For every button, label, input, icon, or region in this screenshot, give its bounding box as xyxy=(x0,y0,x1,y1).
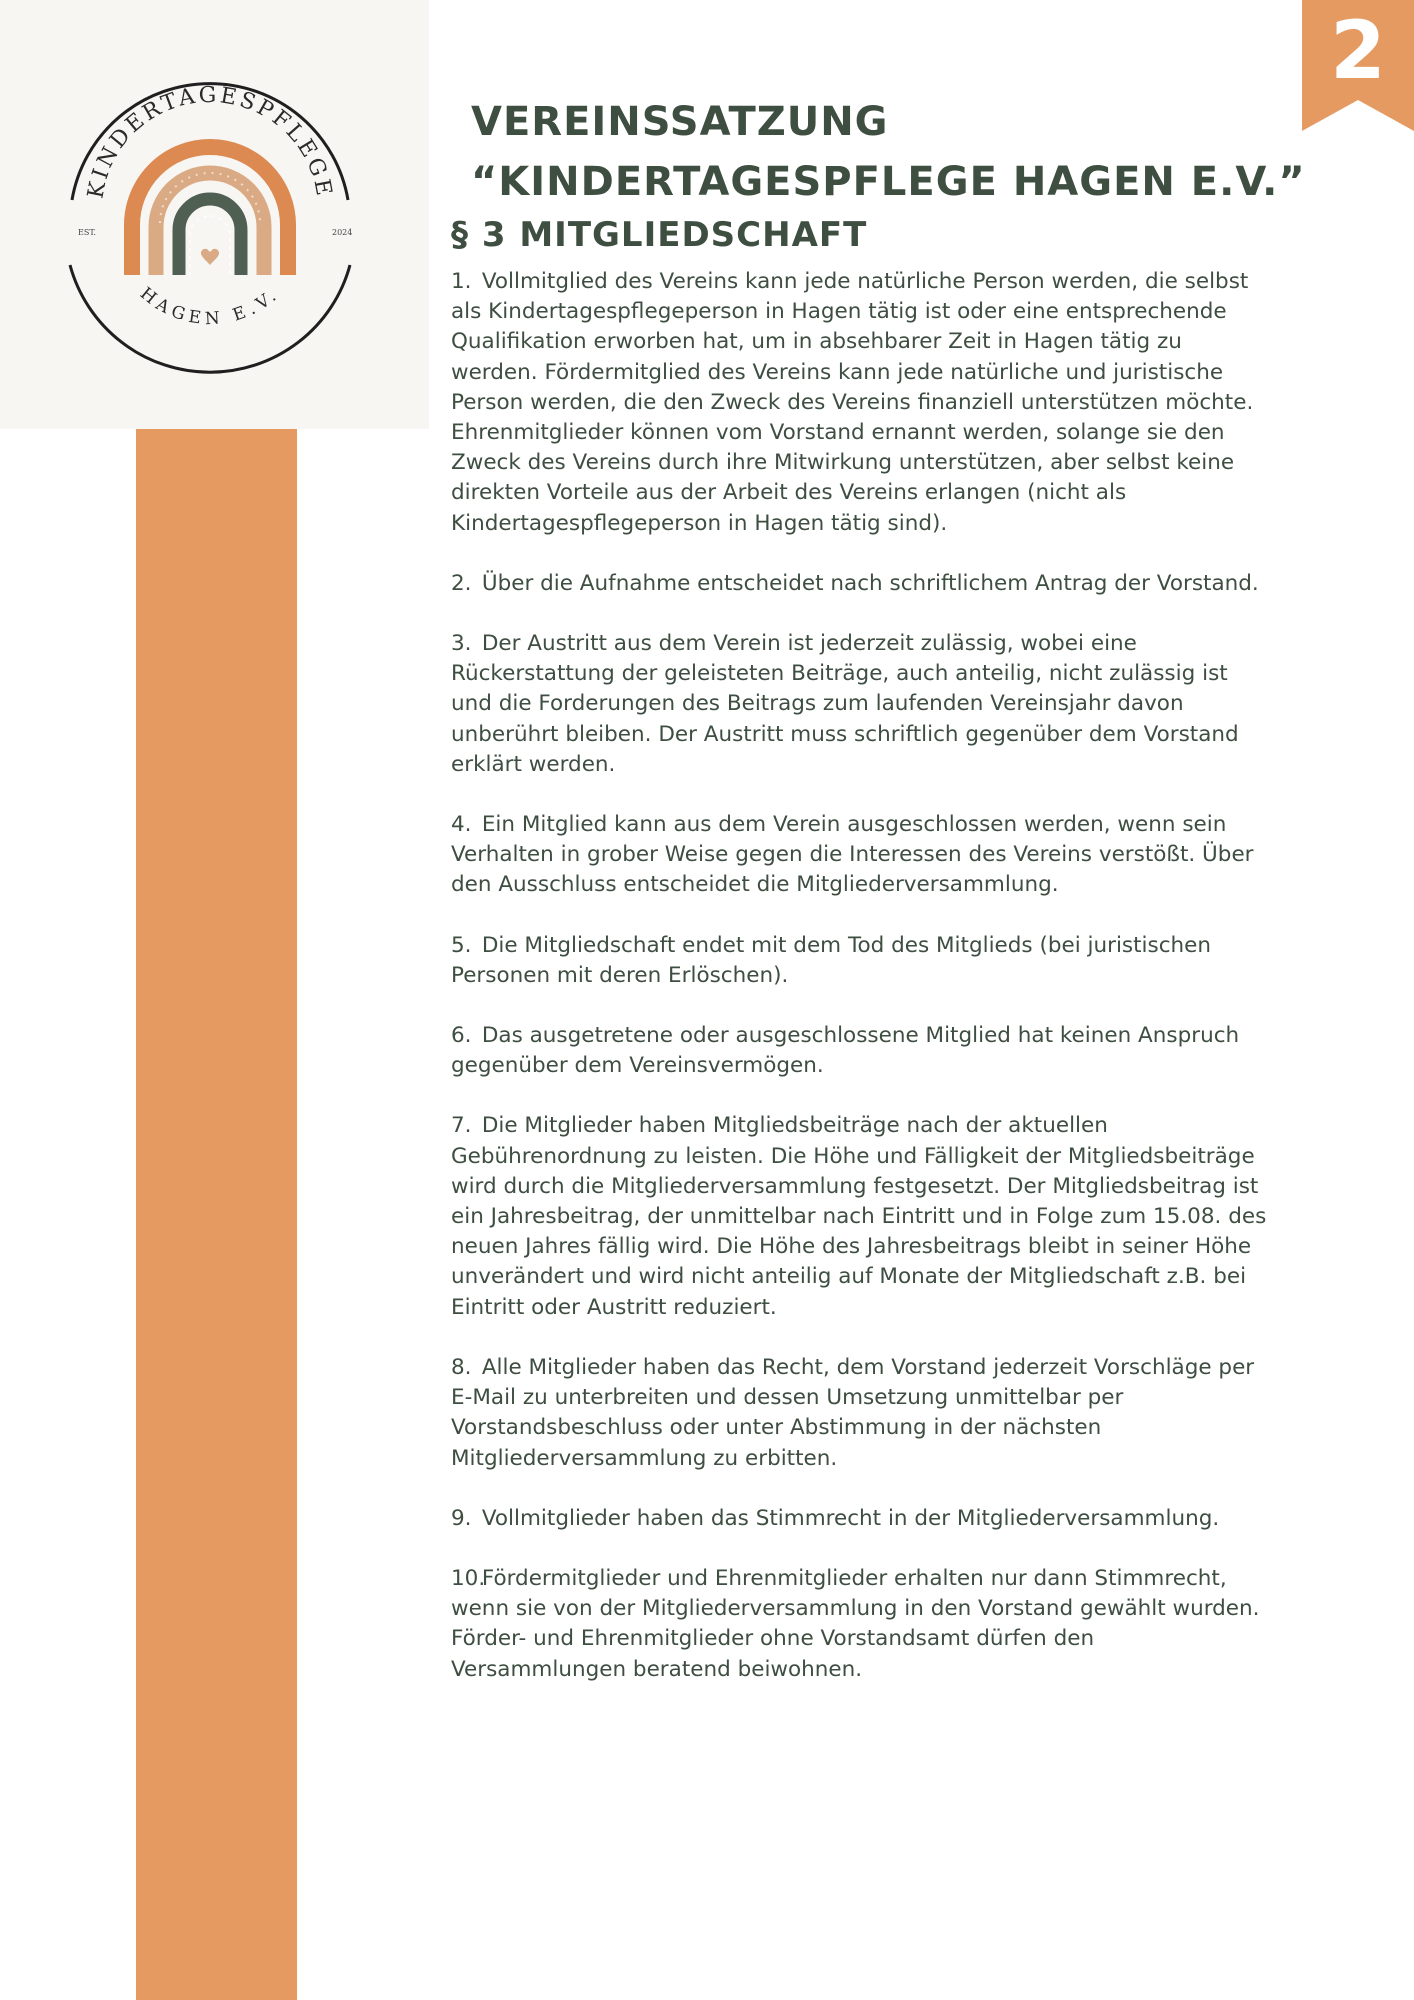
clause-number: 3. xyxy=(451,631,472,657)
vertical-side-text xyxy=(136,429,388,2000)
clause-item xyxy=(451,931,1271,991)
orange-side-bar xyxy=(136,429,388,2000)
page-number-ribbon xyxy=(1302,0,1414,131)
logo-est-label: EST. xyxy=(78,228,97,237)
clause-text: Die Mitgliedschaft endet mit dem Tod des Mitglieds (bei juristischen Personen mit deren Erlöschen). xyxy=(451,932,1212,988)
clause-number: 8. xyxy=(451,1354,472,1380)
heart-icon xyxy=(201,249,219,265)
membership-clauses xyxy=(451,267,1271,1715)
side-text-line2: VEREINSSATZUNG xyxy=(315,937,350,1521)
clause-item xyxy=(451,569,1271,599)
clause-number: 10. xyxy=(451,1565,486,1591)
page-number: 2 xyxy=(1330,4,1386,97)
rainbow-icon xyxy=(132,147,288,275)
clause-item xyxy=(451,1353,1271,1474)
clause-number: 4. xyxy=(451,812,472,838)
logo-arc-bottom-text: HAGEN E.V. xyxy=(136,283,284,330)
side-text-line1: „KINDERTAGESPFLEGE HAGEN E.V.“ xyxy=(353,627,388,1831)
clause-item xyxy=(451,1504,1271,1534)
clause-item xyxy=(451,1021,1271,1081)
clause-item xyxy=(451,1111,1271,1322)
clause-number: 9. xyxy=(451,1505,472,1531)
logo-panel xyxy=(0,0,429,429)
title-line-1: VEREINSSATZUNG xyxy=(471,99,889,145)
clause-text: Vollmitglied des Vereins kann jede natürliche Person werden, die selbst als Kindertagespflegeperson in Hagen tätig ist oder eine entsprechende Qualifikation erworben hat, um in absehbarer Zeit in Hagen tätig zu werden. Fördermitglied des Vereins kann jede natürliche und juristische Person werden, die den Zweck des Vereins finanziell unterstützen möchte. Ehrenmitglieder können vom Vorstand ernannt werden, solange sie den Zweck des Vereins durch ihre Mitwirkung unterstützen, aber selbst keine direkten Vorteile aus der Arbeit des Vereins erlangen (nicht als Kindertagespflegeperson in Hagen tätig sind). xyxy=(451,269,1254,536)
title-line-2: “KINDERTAGESPFLEGE HAGEN E.V.” xyxy=(471,159,1306,205)
clause-text: Die Mitglieder haben Mitgliedsbeiträge nach der aktuellen Gebührenordnung zu leisten. Die Höhe und Fälligkeit der Mitgliedsbeiträge wird durch die Mitgliederversammlung festgesetzt. Der Mitgliedsbeitrag ist ein Jahresbeitrag, der unmittelbar nach Eintritt und in Folge zum 15.08. des neuen Jahres fällig wird. Die Höhe des Jahresbeitrags bleibt in seiner Höhe unverändert und wird nicht anteilig auf Monate der Mitgliedschaft z.B. bei Eintritt oder Austritt reduziert. xyxy=(451,1113,1267,1320)
clause-number: 1. xyxy=(451,269,472,294)
clause-number: 7. xyxy=(451,1113,472,1139)
clause-text: Über die Aufnahme entscheidet nach schriftlichem Antrag der Vorstand. xyxy=(481,570,1259,596)
clause-text: Der Austritt aus dem Verein ist jederzeit zulässig, wobei eine Rückerstattung der geleisteten Beiträge, auch anteilig, nicht zulässig ist und die Forderungen des Beitrags zum laufenden Vereinsjahr davon unberührt bleiben. Der Austritt muss schriftlich gegenüber dem Vorstand erklärt werden. xyxy=(451,631,1239,777)
clause-number: 6. xyxy=(451,1023,472,1049)
logo-arc-top-text: KINDERTAGESPFLEGE xyxy=(83,82,337,201)
logo-year: 2024 xyxy=(332,228,353,237)
clause-text: Ein Mitglied kann aus dem Verein ausgeschlossen werden, wenn sein Verhalten in grober Weise gegen die Interessen des Vereins verstößt. Über den Ausschluss entscheidet die Mitgliederversammlung. xyxy=(451,812,1254,898)
clause-number: 2. xyxy=(451,570,472,596)
clause-text: Alle Mitglieder haben das Recht, dem Vorstand jederzeit Vorschläge per E-Mail zu unterbreiten und dessen Umsetzung unmittelbar per Vorstandsbeschluss oder unter Abstimmung in der nächsten Mitgliederversammlung zu erbitten. xyxy=(451,1354,1255,1471)
clause-item xyxy=(451,810,1271,901)
clause-number: 5. xyxy=(451,932,472,958)
clause-text: Vollmitglieder haben das Stimmrecht in der Mitgliederversammlung. xyxy=(481,1505,1220,1531)
clause-item xyxy=(451,629,1271,780)
rainbow-logo xyxy=(40,60,380,380)
clause-item xyxy=(451,267,1271,539)
document-title xyxy=(471,92,1306,212)
clause-text: Fördermitglieder und Ehrenmitglieder erhalten nur dann Stimmrecht, wenn sie von der Mitgliederversammlung in den Vorstand gewählt wurden. Förder- und Ehrenmitglieder ohne Vorstandsamt dürfen den Versammlungen beratend beiwohnen. xyxy=(451,1565,1260,1682)
section-heading: § 3 MITGLIEDSCHAFT xyxy=(451,215,868,255)
clause-text: Das ausgetretene oder ausgeschlossene Mitglied hat keinen Anspruch gegenüber dem Vereinsvermögen. xyxy=(451,1023,1240,1079)
clause-item xyxy=(451,1564,1271,1685)
